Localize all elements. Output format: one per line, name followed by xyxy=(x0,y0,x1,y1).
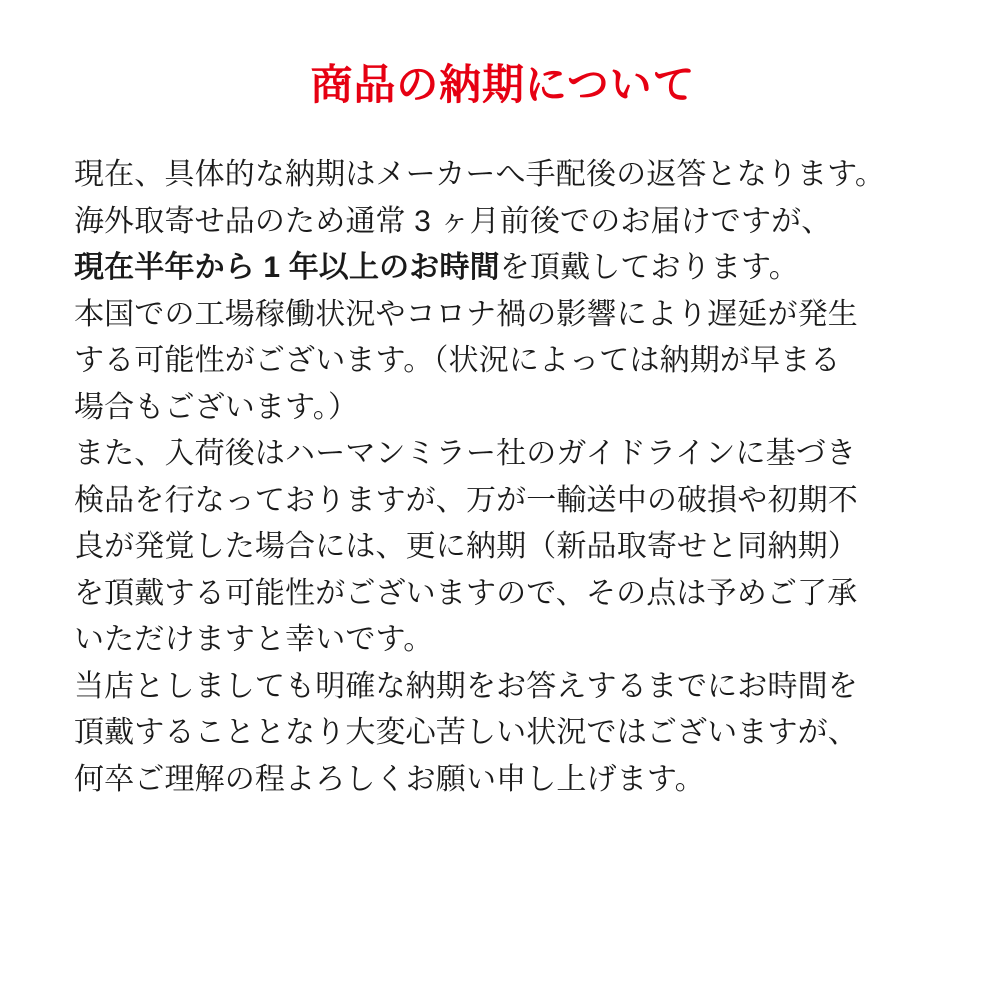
text-line xyxy=(74,152,932,199)
body-text: する可能性がございます。（状況によっては納期が早まる xyxy=(74,344,841,378)
page-title: 商品の納期について xyxy=(310,61,696,108)
text-line xyxy=(74,199,932,246)
paragraph-apology-closing xyxy=(74,664,932,804)
text-line xyxy=(74,617,932,664)
paragraph-delay-reason xyxy=(74,292,932,432)
body-text: 良が発覚した場合には、更に納期（新品取寄せと同納期） xyxy=(74,530,858,564)
text-line xyxy=(74,292,932,339)
text-line xyxy=(74,385,932,432)
text-line xyxy=(74,571,932,618)
paragraph-inspection-policy xyxy=(74,431,932,664)
text-line xyxy=(74,664,932,711)
body-text: 検品を行なっておりますが、万が一輸送中の破損や初期不 xyxy=(74,483,858,517)
body-text: 本国での工場稼働状況やコロナ禍の影響により遅延が発生 xyxy=(74,297,858,331)
body-text: 何卒ご理解の程よろしくお願い申し上げます。 xyxy=(74,762,705,796)
emphasis-text: 現在半年から 1 年以上のお時間 xyxy=(74,251,500,285)
body-text: 当店としましても明確な納期をお答えするまでにお時間を xyxy=(74,669,858,703)
body-text: 頂戴することとなり大変心苦しい状況ではございますが、 xyxy=(74,716,858,750)
text-line xyxy=(74,478,932,525)
text-line xyxy=(74,524,932,571)
text-line xyxy=(74,245,932,292)
body-text: を頂戴する可能性がございますので、その点は予めご了承 xyxy=(74,576,858,610)
notice-body xyxy=(74,152,932,803)
body-text: いただけますと幸いです。 xyxy=(74,623,434,657)
body-text: 海外取寄せ品のため通常 3 ヶ月前後でのお届けですが、 xyxy=(74,204,832,238)
text-line xyxy=(74,710,932,757)
body-text: 場合もございます。） xyxy=(74,390,359,424)
body-text: また、入荷後はハーマンミラー社のガイドラインに基づき xyxy=(74,437,857,471)
text-line xyxy=(74,338,932,385)
text-line xyxy=(74,431,932,478)
text-line xyxy=(74,757,932,804)
paragraph-delivery-estimate xyxy=(74,152,932,292)
body-text: 現在、具体的な納期はメーカーへ手配後の返答となります。 xyxy=(74,158,886,192)
body-text: を頂戴しております。 xyxy=(499,251,799,285)
